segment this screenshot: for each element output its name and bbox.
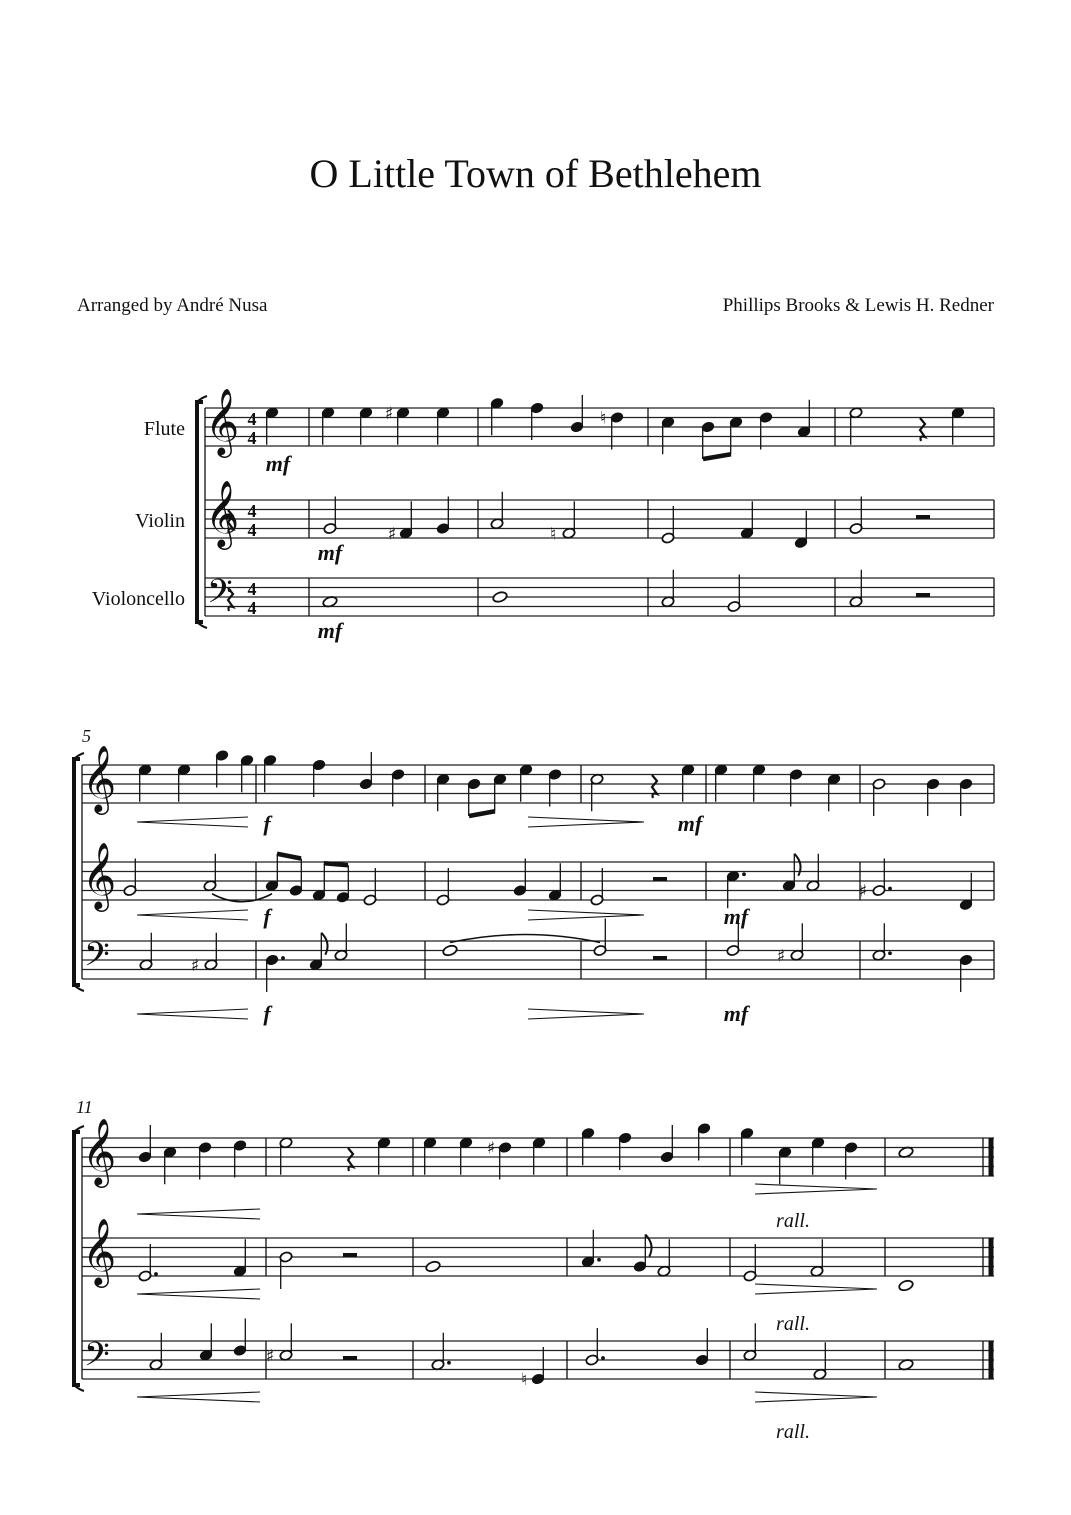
time-sig-bottom: 4: [247, 428, 257, 448]
note: [436, 497, 450, 535]
half-rest: [653, 956, 667, 960]
hairpin-line: [528, 817, 644, 822]
note: [778, 1146, 792, 1184]
treble-clef: 𝄞: [82, 744, 117, 812]
hairpin-line: [137, 1214, 260, 1219]
dynamic-f: f: [263, 1001, 271, 1026]
hairpin-line: [528, 910, 644, 915]
accidental: ♮: [549, 524, 557, 545]
dynamic-mf: mf: [723, 904, 749, 929]
note: [810, 1239, 824, 1277]
accidental: ♮: [520, 1370, 528, 1390]
system-bracket: [74, 1132, 80, 1385]
note: [519, 764, 533, 802]
instrument-label-flute: Flute: [143, 418, 185, 440]
note: [806, 854, 820, 892]
note: [265, 854, 279, 892]
note: [289, 859, 303, 897]
note: [396, 407, 410, 445]
note: [590, 773, 604, 811]
note: [849, 407, 863, 445]
note: [726, 870, 746, 908]
note: [233, 1319, 247, 1357]
note: [265, 407, 279, 445]
note: [490, 397, 504, 435]
rall-marking: rall.: [776, 1421, 810, 1443]
decrescendo-hairpin: [755, 1184, 877, 1194]
note: [827, 773, 841, 811]
note: [431, 1333, 451, 1371]
note: [199, 1323, 213, 1361]
hairpin-line: [528, 915, 644, 920]
note: [399, 501, 413, 539]
rall-marking: rall.: [776, 1210, 810, 1232]
note: [593, 919, 607, 957]
dot: [742, 872, 746, 876]
note: [661, 416, 675, 454]
dynamic-f: f: [263, 811, 271, 836]
dynamic-f: f: [263, 904, 271, 929]
note: [334, 923, 348, 961]
dynamic-mf: mf: [265, 451, 291, 476]
accidental: ♯: [486, 1138, 496, 1159]
note: [312, 863, 326, 901]
hairpin-line: [755, 1184, 877, 1189]
hairpin-line: [137, 910, 248, 915]
note: [740, 1127, 754, 1165]
note: [492, 591, 508, 604]
notehead: [492, 591, 508, 604]
note: [436, 407, 450, 445]
time-sig-bottom: 4: [247, 520, 257, 540]
note: [309, 933, 327, 971]
note: [163, 1146, 177, 1184]
note: [359, 752, 373, 790]
note: [752, 764, 766, 802]
note: [743, 1323, 757, 1361]
rall-marking: rall.: [776, 1313, 810, 1335]
note: [138, 1125, 152, 1163]
dot: [888, 887, 892, 891]
note: [959, 873, 973, 911]
note: [436, 868, 450, 906]
note: [490, 492, 504, 530]
note: [782, 854, 800, 892]
note: [790, 923, 804, 961]
half-rest: [916, 515, 930, 519]
dot: [888, 951, 892, 955]
time-sig-top: 4: [247, 579, 257, 599]
note: [959, 954, 973, 992]
note: [618, 1132, 632, 1170]
quarter-rest: [348, 1148, 353, 1171]
hairpin-line: [755, 1392, 877, 1397]
accidental: ♯: [776, 946, 786, 967]
system-bracket: [74, 759, 80, 985]
crescendo-hairpin: [137, 1392, 260, 1402]
note: [530, 402, 544, 440]
note: [423, 1137, 437, 1175]
note: [661, 570, 675, 608]
note: [425, 1260, 441, 1273]
hairpin-line: [528, 1014, 644, 1019]
note: [657, 1239, 671, 1277]
beam: [277, 854, 301, 859]
note: [849, 497, 863, 535]
arranger-credit: Arranged by André Nusa: [77, 295, 268, 316]
hairpin-line: [137, 1397, 260, 1402]
dot: [281, 956, 285, 960]
note: [442, 944, 458, 957]
note: [548, 863, 562, 901]
note: [789, 768, 803, 806]
note: [610, 411, 624, 449]
beam: [324, 863, 348, 865]
quarter-rest: [652, 775, 657, 798]
accidental: ♯: [190, 955, 200, 976]
note: [467, 778, 481, 816]
system-bracket: [197, 402, 203, 622]
crescendo-hairpin: [137, 1009, 248, 1019]
decrescendo-hairpin: [755, 1284, 877, 1294]
hairpin-line: [137, 1009, 248, 1014]
note: [740, 501, 754, 539]
hairpin-line: [137, 817, 248, 822]
note: [498, 1141, 512, 1179]
treble-clef: 𝄞: [82, 1217, 117, 1285]
note: [813, 1342, 827, 1380]
decrescendo-hairpin: [755, 1392, 877, 1402]
note: [959, 778, 973, 816]
note: [198, 1141, 212, 1179]
note: [312, 759, 326, 797]
time-sig-bottom: 4: [247, 598, 257, 618]
note: [203, 854, 217, 892]
crescendo-hairpin: [137, 1289, 260, 1299]
note: [177, 764, 191, 802]
note: [701, 421, 715, 459]
note: [123, 859, 137, 897]
note: [149, 1333, 163, 1371]
measure-number-5: 5: [82, 726, 91, 746]
hairpin-line: [755, 1289, 877, 1294]
dot: [447, 1361, 451, 1365]
note: [377, 1137, 391, 1175]
score-title: O Little Town of Bethlehem: [309, 151, 762, 196]
note: [695, 1328, 709, 1366]
note: [797, 400, 811, 438]
treble-clef: 𝄞: [82, 841, 117, 909]
accidental: ♯: [384, 403, 394, 424]
note: [661, 506, 675, 544]
crescendo-hairpin: [137, 910, 248, 920]
half-rest: [653, 877, 667, 881]
beam: [469, 811, 495, 816]
dot: [597, 1258, 601, 1262]
dynamic-mf: mf: [723, 1001, 749, 1026]
note: [794, 511, 808, 549]
crescendo-hairpin: [137, 1209, 260, 1219]
bass-clef: 𝄢: [84, 936, 110, 982]
note: [660, 1125, 674, 1163]
note: [759, 411, 773, 449]
note: [681, 764, 695, 802]
note: [570, 395, 584, 433]
hairpin-line: [137, 1392, 260, 1397]
hairpin-line: [137, 822, 248, 827]
half-rest: [343, 1253, 357, 1257]
beam: [703, 454, 731, 459]
treble-clef: 𝄞: [82, 1117, 117, 1185]
note: [323, 497, 337, 535]
note: [138, 764, 152, 802]
dynamic-mf: mf: [677, 811, 703, 836]
note: [233, 1239, 247, 1277]
note: [204, 933, 218, 971]
accidental: ♮: [599, 408, 607, 429]
note: [727, 575, 741, 613]
note: [872, 778, 886, 816]
note: [279, 1323, 293, 1361]
notehead: [442, 944, 458, 957]
note: [279, 1137, 293, 1175]
note: [233, 1139, 247, 1177]
note: [951, 407, 965, 445]
composer-credit: Phillips Brooks & Lewis H. Redner: [722, 295, 994, 316]
note: [729, 416, 743, 454]
note: [215, 749, 229, 787]
dot: [601, 1356, 605, 1360]
treble-clef: 𝄞: [205, 479, 240, 547]
time-sig-top: 4: [247, 409, 257, 429]
note: [898, 1279, 914, 1292]
flag: [794, 854, 800, 876]
decrescendo-hairpin: [528, 1009, 644, 1019]
note: [872, 923, 892, 961]
accidental: ♯: [858, 881, 868, 902]
note: [581, 1127, 595, 1165]
instrument-label-violin: Violin: [135, 510, 185, 532]
note: [531, 1347, 545, 1385]
bass-clef: 𝄢: [84, 1336, 110, 1382]
hairpin-line: [137, 1209, 260, 1214]
bass-clef: 𝄢: [207, 573, 233, 619]
hairpin-line: [528, 822, 644, 827]
accidental: ♯: [387, 524, 397, 545]
note: [359, 407, 373, 445]
note: [459, 1137, 473, 1175]
note: [391, 768, 405, 806]
note: [240, 754, 254, 792]
hairpin-line: [137, 1294, 260, 1299]
dynamic-mf: mf: [317, 618, 343, 643]
note: [279, 1251, 293, 1289]
note: [590, 868, 604, 906]
note: [849, 570, 863, 608]
crescendo-hairpin: [137, 817, 248, 827]
half-rest: [916, 593, 930, 597]
notehead: [425, 1260, 441, 1273]
note: [321, 407, 335, 445]
note: [697, 1122, 711, 1160]
note: [513, 859, 527, 897]
hairpin-line: [755, 1284, 877, 1289]
hairpin-line: [137, 915, 248, 920]
note: [436, 773, 450, 811]
flag: [321, 933, 327, 955]
note: [811, 1137, 825, 1175]
note: [263, 754, 277, 792]
decrescendo-hairpin: [528, 910, 644, 920]
note: [548, 768, 562, 806]
dynamic-mf: mf: [317, 540, 343, 565]
note: [532, 1137, 546, 1175]
decrescendo-hairpin: [528, 817, 644, 827]
dot: [154, 1272, 158, 1276]
treble-clef: 𝄞: [205, 387, 240, 455]
half-rest: [343, 1356, 357, 1360]
note: [562, 501, 576, 539]
note: [714, 764, 728, 802]
note: [139, 933, 153, 971]
hairpin-line: [755, 1189, 877, 1194]
note: [363, 868, 377, 906]
time-sig-top: 4: [247, 501, 257, 521]
notehead: [898, 1279, 914, 1292]
note: [743, 1244, 757, 1282]
accidental: ♯: [265, 1346, 275, 1367]
instrument-label-violoncello: Violoncello: [91, 588, 185, 610]
note: [926, 778, 940, 816]
hairpin-line: [528, 1009, 644, 1014]
quarter-rest: [920, 418, 925, 441]
hairpin-line: [137, 1289, 260, 1294]
hairpin-line: [137, 1014, 248, 1019]
note: [844, 1141, 858, 1179]
measure-number-11: 11: [76, 1097, 93, 1117]
hairpin-line: [755, 1397, 877, 1402]
note: [493, 773, 507, 811]
note: [581, 1230, 601, 1268]
